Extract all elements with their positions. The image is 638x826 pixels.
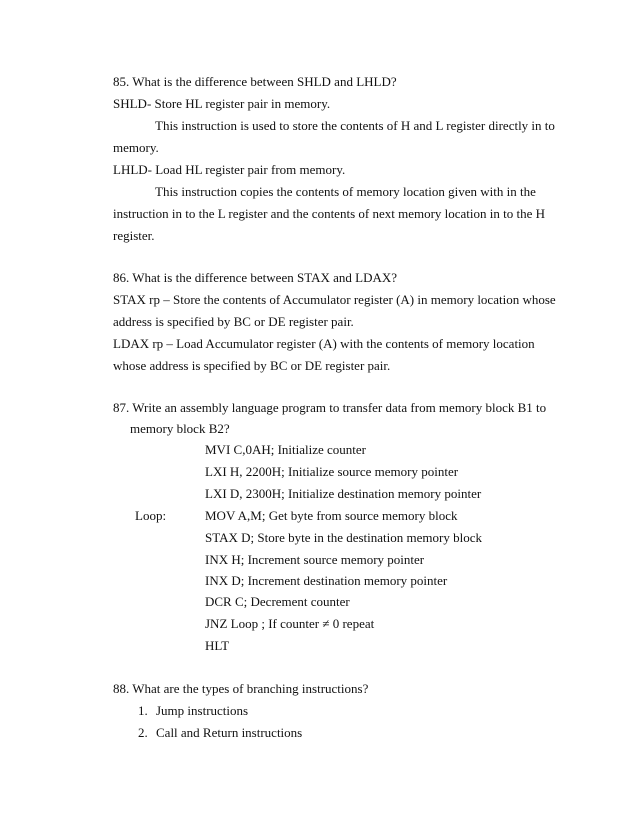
code-line: HLT	[205, 638, 230, 653]
code-line: LXI H, 2200H; Initialize source memory pointer	[205, 464, 459, 479]
q85-question: 85. What is the difference between SHLD and LHLD?	[113, 74, 397, 89]
q85-lhld-desc-3: register.	[113, 228, 155, 243]
q86-ldax-1: LDAX rp – Load Accumulator register (A) with the contents of memory location	[113, 336, 535, 351]
code-line: JNZ Loop ; If counter ≠ 0 repeat	[205, 616, 375, 631]
list-item-number: 1.	[138, 703, 148, 718]
loop-label: Loop:	[135, 508, 167, 523]
q85-shld-title: SHLD- Store HL register pair in memory.	[113, 96, 331, 111]
q85-lhld-desc-2: instruction in to the L register and the contents of next memory location in to the H	[113, 206, 546, 221]
code-line: INX D; Increment destination memory pointer	[205, 573, 448, 588]
q85-lhld-desc-1: This instruction copies the contents of memory location given with in the	[155, 184, 536, 199]
q86-question: 86. What is the difference between STAX and LDAX?	[113, 270, 398, 285]
code-line: MOV A,M; Get byte from source memory block	[205, 508, 458, 523]
q86-ldax-2: whose address is specified by BC or DE register pair.	[113, 358, 391, 373]
code-line: STAX D; Store byte in the destination memory block	[205, 530, 482, 545]
code-line: INX H; Increment source memory pointer	[205, 552, 425, 567]
list-item: Call and Return instructions	[156, 725, 303, 740]
code-line: LXI D, 2300H; Initialize destination memory pointer	[205, 486, 482, 501]
q86-stax-2: address is specified by BC or DE register pair.	[113, 314, 354, 329]
q85-shld-desc-1: This instruction is used to store the contents of H and L register directly in to	[155, 118, 555, 133]
list-item-number: 2.	[138, 725, 148, 740]
q87-question-1: 87. Write an assembly language program to transfer data from memory block B1 to	[113, 400, 547, 415]
q85-lhld-title: LHLD- Load HL register pair from memory.	[113, 162, 346, 177]
list-item: Jump instructions	[156, 703, 249, 718]
code-line: DCR C; Decrement counter	[205, 594, 350, 609]
code-line: MVI C,0AH; Initialize counter	[205, 442, 367, 457]
q85-shld-desc-2: memory.	[113, 140, 159, 155]
q87-question-2: memory block B2?	[130, 421, 230, 436]
q88-question: 88. What are the types of branching instructions?	[113, 681, 369, 696]
q86-stax-1: STAX rp – Store the contents of Accumulator register (A) in memory location whose	[113, 292, 556, 307]
